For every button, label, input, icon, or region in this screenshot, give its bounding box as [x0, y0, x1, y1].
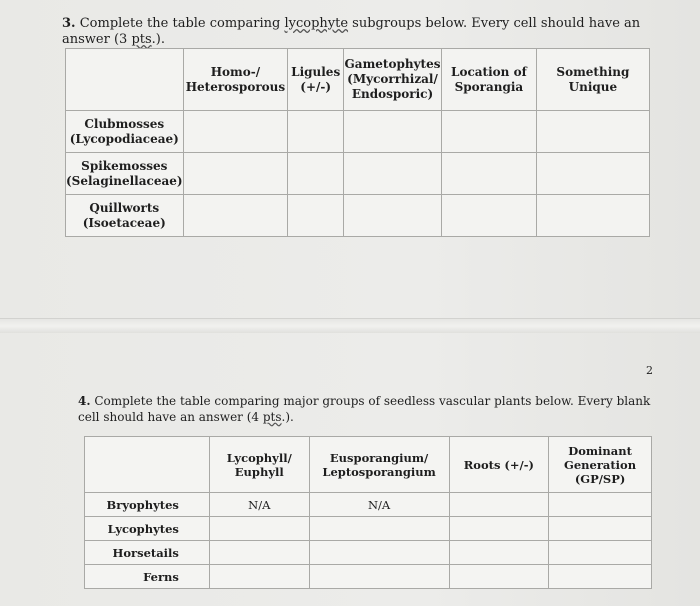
answer-cell[interactable] — [549, 517, 652, 541]
row-label: Spikemosses (Selaginellaceae) — [66, 153, 184, 195]
answer-cell[interactable] — [449, 517, 549, 541]
answer-cell[interactable] — [309, 517, 449, 541]
question-3-number: 3. — [62, 16, 76, 31]
header-cell: Roots (+/-) — [449, 437, 549, 493]
table-row — [66, 153, 650, 195]
answer-cell[interactable] — [183, 153, 288, 195]
table-header-row — [85, 437, 652, 493]
header-cell: Ligules (+/-) — [288, 49, 344, 111]
header-cell — [66, 49, 184, 111]
answer-cell[interactable]: N/A — [209, 493, 309, 517]
answer-cell[interactable] — [183, 195, 288, 237]
answer-cell[interactable] — [536, 111, 649, 153]
table-row — [66, 111, 650, 153]
answer-cell[interactable] — [183, 111, 288, 153]
question-3-underlined-word: lycophyte — [284, 16, 349, 31]
question-3-text-b: subgroups below. Every cell should have an answer (3 — [62, 16, 641, 47]
row-label: Horsetails — [85, 541, 210, 565]
table-row — [85, 565, 652, 589]
seedless-vascular-plants-table — [84, 436, 652, 589]
question-3-prompt — [62, 16, 682, 48]
answer-cell[interactable] — [449, 493, 549, 517]
table-row — [85, 493, 652, 517]
answer-cell[interactable] — [209, 517, 309, 541]
header-cell: Dominant Generation (GP/SP) — [549, 437, 652, 493]
lycophyte-subgroups-table — [65, 48, 650, 237]
header-cell: Gametophytes (Mycorrhizal/ Endosporic) — [344, 49, 442, 111]
answer-cell[interactable] — [288, 195, 344, 237]
table-row — [66, 195, 650, 237]
table-header-row — [66, 49, 650, 111]
table-row — [85, 541, 652, 565]
answer-cell[interactable] — [536, 153, 649, 195]
table-row — [85, 517, 652, 541]
answer-cell[interactable] — [549, 493, 652, 517]
answer-cell[interactable] — [536, 195, 649, 237]
answer-cell[interactable] — [209, 541, 309, 565]
question-3-text-a: Complete the table comparing — [79, 16, 285, 31]
answer-cell[interactable] — [344, 153, 442, 195]
row-label: Clubmosses (Lycopodiaceae) — [66, 111, 184, 153]
question-3-points-word: pts — [131, 32, 152, 47]
header-cell: Homo-/ Heterosporous — [183, 49, 288, 111]
answer-cell[interactable] — [288, 153, 344, 195]
answer-cell[interactable] — [309, 541, 449, 565]
answer-cell[interactable] — [549, 541, 652, 565]
question-4-number: 4. — [78, 394, 91, 408]
answer-cell[interactable] — [209, 565, 309, 589]
answer-cell[interactable] — [288, 111, 344, 153]
question-4-points-word: pts — [262, 410, 282, 424]
question-4-text: Complete the table comparing major groups of seedless vascular plants below. Every blank cell should have an answer (4 — [78, 394, 651, 424]
row-label: Lycophytes — [85, 517, 210, 541]
row-label: Quillworts (Isoetaceae) — [66, 195, 184, 237]
answer-cell[interactable] — [449, 541, 549, 565]
page-number: 2 — [646, 364, 653, 377]
question-4-prompt — [78, 393, 668, 425]
answer-cell[interactable] — [344, 111, 442, 153]
row-label: Ferns — [85, 565, 210, 589]
page-fold — [0, 318, 700, 333]
answer-cell[interactable] — [441, 195, 536, 237]
answer-cell[interactable] — [344, 195, 442, 237]
answer-cell[interactable] — [309, 565, 449, 589]
answer-cell[interactable]: N/A — [309, 493, 449, 517]
header-cell: Something Unique — [536, 49, 649, 111]
row-label: Bryophytes — [85, 493, 210, 517]
header-cell: Eusporangium/ Leptosporangium — [309, 437, 449, 493]
answer-cell[interactable] — [441, 111, 536, 153]
answer-cell[interactable] — [549, 565, 652, 589]
question-4-text-end: .). — [281, 410, 294, 424]
header-cell: Lycophyll/ Euphyll — [209, 437, 309, 493]
header-cell: Location of Sporangia — [441, 49, 536, 111]
header-cell — [85, 437, 210, 493]
question-3-text-end: .). — [151, 32, 165, 47]
answer-cell[interactable] — [441, 153, 536, 195]
answer-cell[interactable] — [449, 565, 549, 589]
